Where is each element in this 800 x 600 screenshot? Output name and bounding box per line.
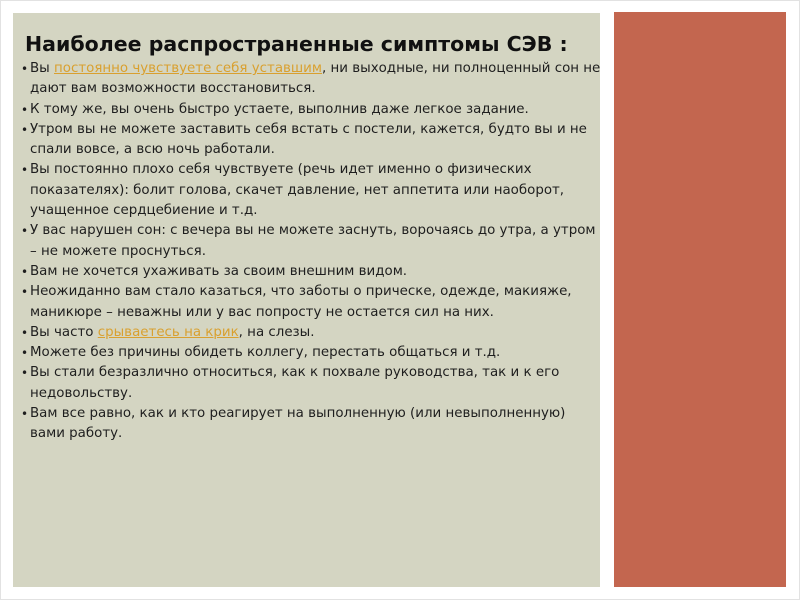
list-item: • Вы стали безразлично относиться, как к похвале руководства, так и к его недовольству. — [22, 363, 602, 404]
slide-content — [22, 30, 602, 445]
list-item: • Утром вы не можете заставить себя встать с постели, кажется, будто вы и не спали вовсе, а всю ночь работали. — [22, 120, 602, 161]
tired-link[interactable]: постоянно чувствуете себя уставшим — [54, 61, 322, 76]
slide-title: Наиболее распространенные симптомы СЭВ : — [25, 32, 568, 56]
list-item: • Вам не хочется ухаживать за своим внешним видом. — [22, 262, 602, 282]
list-item: • У вас нарушен сон: с вечера вы не можете заснуть, ворочаясь до утра, а утром – не можете проснуться. — [22, 221, 602, 262]
list-item: • К тому же, вы очень быстро устаете, выполнив даже легкое задание. — [22, 100, 602, 120]
list-item: • Неожиданно вам стало казаться, что заботы о прическе, одежде, макияже, маникюре – неважны или у вас попросту не остается сил на них. — [22, 282, 602, 323]
list-item: • Можете без причины обидеть коллегу, перестать общаться и т.д. — [22, 343, 602, 363]
list-item: • Вам все равно, как и кто реагирует на выполненную (или невыполненную) вами работу. — [22, 404, 602, 445]
shouting-link[interactable]: срываетесь на крик — [97, 324, 239, 340]
symptom-list — [22, 59, 602, 445]
list-item: • Вы постоянно чувствуете себя уставшим, ни выходные, ни полноценный сон не дают вам возможности восстановиться. — [22, 59, 602, 100]
accent-side-panel — [614, 12, 786, 587]
list-item: • Вы постоянно плохо себя чувствуете (речь идет именно о физических показателях): болит голова, скачет давление, нет аппетита или наоборот, учащенное сердцебиение и т.д. — [22, 160, 602, 221]
list-item: • Вы часто срываетесь на крик, на слезы. — [22, 323, 602, 343]
